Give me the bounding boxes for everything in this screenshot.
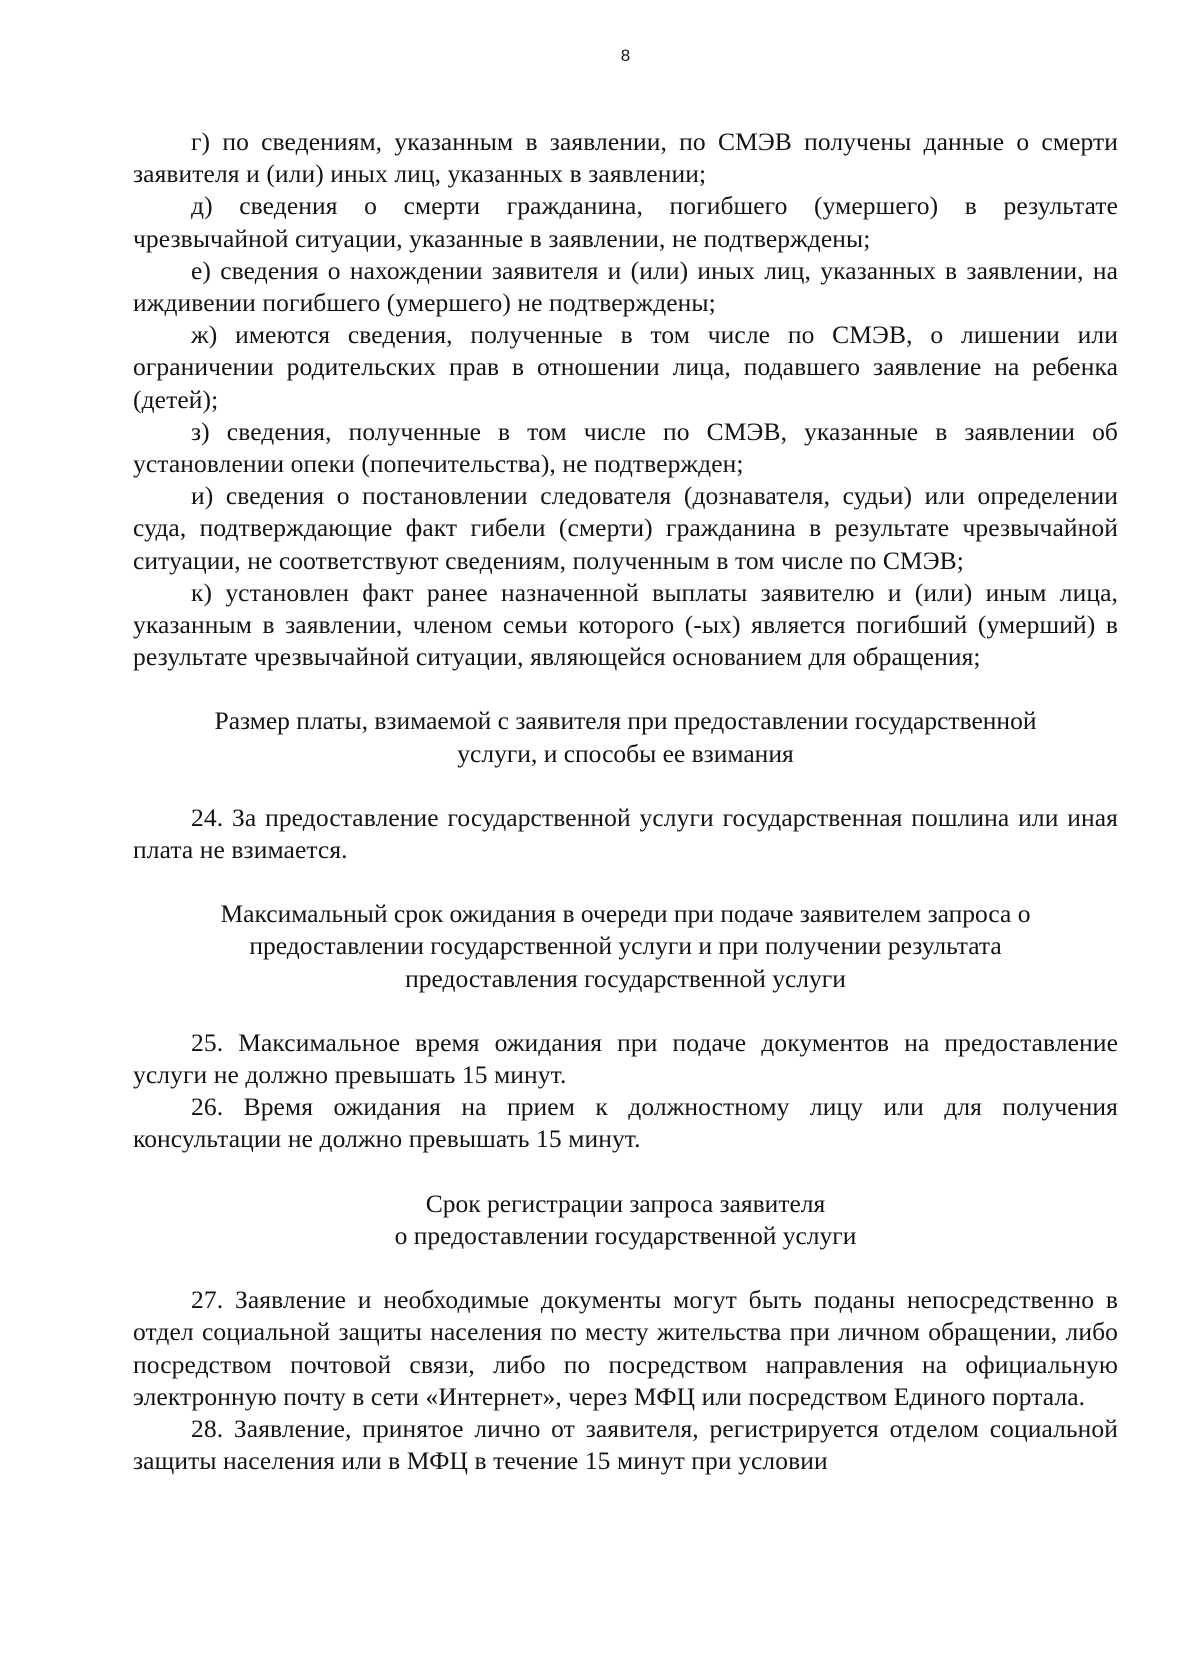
- paragraph-24: 24. За предоставление государственной услуги государственная пошлина или иная плата не взимается.: [133, 802, 1118, 865]
- section-heading-fee-line1: Размер платы, взимаемой с заявителя при предоставлении государственной: [214, 706, 1037, 736]
- list-item-k: к) установлен факт ранее назначенной выплаты заявителю и (или) иным лица, указанным в заявлении, членом семьи которого (-ых) является погибший (умерший) в результате чрезвычайной ситуации, являющейся основанием для обращения;: [133, 577, 1118, 672]
- paragraph-27: 27. Заявление и необходимые документы могут быть поданы непосредственно в отдел социальной защиты населения по месту жительства при личном обращении, либо посредством почтовой связи, либо по посредством направления на официальную электронную почту в сети «Интернет», через МФЦ или посредством Единого портала.: [133, 1285, 1118, 1411]
- page-number: 8: [620, 46, 631, 65]
- list-item-e: е) сведения о нахождении заявителя и (или) иных лиц, указанных в заявлении, на иждивении погибшего (умершего) не подтверждены;: [133, 255, 1118, 318]
- section-heading-wait-line2: предоставлении государственной услуги и при получении результата: [249, 931, 1002, 961]
- section-heading-wait-line1: Максимальный срок ожидания в очереди при подаче заявителем запроса о: [220, 899, 1031, 929]
- list-item-i: и) сведения о постановлении следователя (дознавателя, судьи) или определении суда, подтверждающие факт гибели (смерти) гражданина в результате чрезвычайной ситуации, не соответствуют сведениям, полученным в том числе по СМЭВ;: [133, 481, 1118, 575]
- paragraph-28: 28. Заявление, принятое лично от заявителя, регистрируется отделом социальной защиты населения или в МФЦ в течение 15 минут при условии: [133, 1413, 1118, 1476]
- list-item-z: з) сведения, полученные в том числе по СМЭВ, указанные в заявлении об установлении опеки (попечительства), не подтвержден;: [133, 416, 1118, 479]
- section-heading-registration: [133, 1188, 1118, 1252]
- section-heading-wait-line3: предоставления государственной услуги: [405, 963, 846, 993]
- paragraph-26: 26. Время ожидания на прием к должностному лицу или для получения консультации не должно превышать 15 минут.: [133, 1092, 1118, 1154]
- section-heading-fee: [133, 705, 1118, 769]
- paragraph-25: 25. Максимальное время ожидания при подаче документов на предоставление услуги не должно превышать 15 минут.: [133, 1027, 1118, 1090]
- list-item-g: г) по сведениям, указанным в заявлении, по СМЭВ получены данные о смерти заявителя и (или) иных лиц, указанных в заявлении;: [133, 127, 1118, 189]
- section-heading-wait: [133, 898, 1118, 995]
- section-heading-fee-line2: услуги, и способы ее взимания: [457, 738, 794, 768]
- section-heading-registration-line1: Срок регистрации запроса заявителя: [425, 1188, 826, 1218]
- list-item-d: д) сведения о смерти гражданина, погибшего (умершего) в результате чрезвычайной ситуации, указанные в заявлении, не подтверждены;: [133, 191, 1118, 253]
- list-item-zh: ж) имеются сведения, полученные в том числе по СМЭВ, о лишении или ограничении родительских прав в отношении лица, подавшего заявление на ребенка (детей);: [133, 320, 1118, 414]
- section-heading-registration-line2: о предоставлении государственной услуги: [394, 1220, 857, 1250]
